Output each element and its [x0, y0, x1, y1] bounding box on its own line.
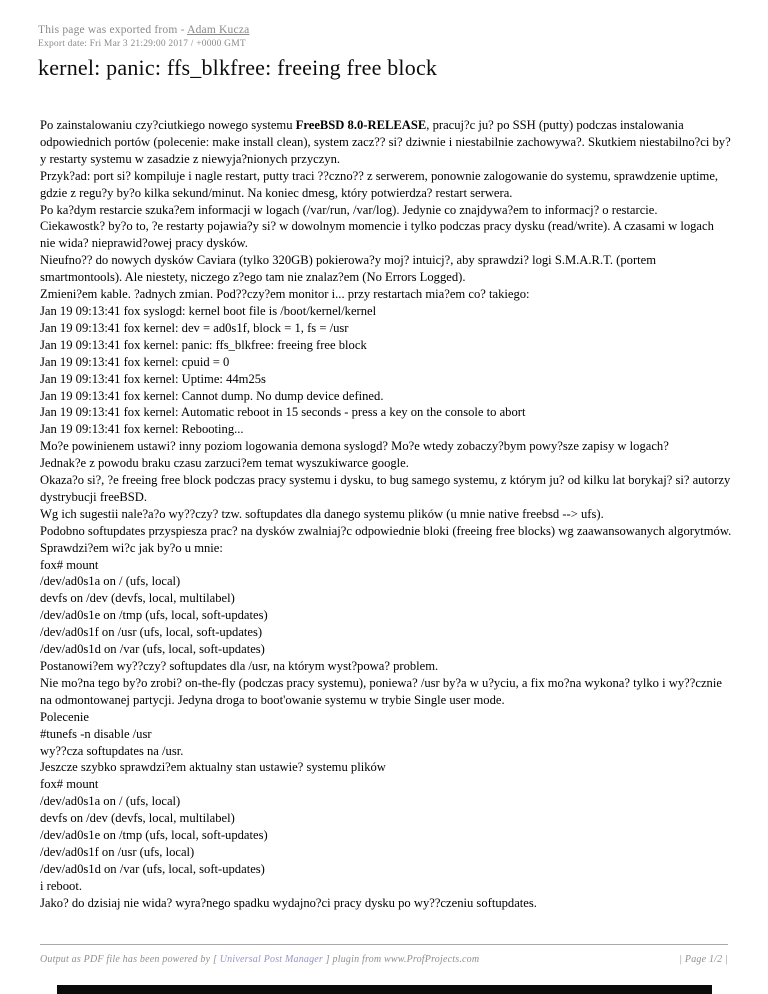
console-line: /dev/ad0s1f on /usr (ufs, local): [40, 844, 195, 859]
body-paragraph: Mo?e powinienem ustawi? inny poziom logowania demona syslogd? Mo?e wtedy zobaczy?bym powy?sze zapisy w logach?: [40, 439, 669, 454]
export-source-text: This page was exported from -: [38, 24, 188, 36]
footer-credit: [40, 954, 479, 965]
body-paragraph: Nie mo?na tego by?o zrobi? on-the-fly (podczas pracy systemu), poniewa? /usr by?a w u?yciu, a fix mo?na wykona? tylko i wy??cznie na odmontowanej partycji. Jedyna droga to boot'owanie systemu w trybie Single user mode.: [40, 675, 722, 707]
log-line: Jan 19 09:13:41 fox syslogd: kernel boot file is /boot/kernel/kernel: [40, 303, 377, 318]
page-number: | Page 1/2 |: [679, 954, 728, 965]
bottom-bar: [57, 985, 712, 994]
console-line: /dev/ad0s1d on /var (ufs, local, soft-updates): [40, 861, 265, 876]
body-paragraph: Zmieni?em kable. ?adnych zmian. Pod??czy?em monitor i... przy restartach mia?em co? takiego:: [40, 287, 530, 302]
body-paragraph: Nieufno?? do nowych dysków Caviara (tylko 320GB) pokierowa?y moj? intuicj?, aby sprawdzi? logi S.M.A.R.T. (portem smartmontools). Ale niestety, niczego z?ego tam nie znalaz?em (No Errors Logged).: [40, 253, 657, 285]
body-paragraph: Okaza?o si?, ?e freeing free block podczas pracy systemu i dysku, to bug samego systemu, z którym ju? od kilku lat borykaj? si? autorzy dystrybucji freeBSD.: [40, 473, 731, 504]
console-line: devfs on /dev (devfs, local, multilabel): [40, 591, 235, 606]
export-source-line: [38, 24, 249, 36]
body-paragraph: Jako? do dzisiaj nie wida? wyra?nego spadku wydajno?ci pracy dysku po wy??czeniu softupdates.: [40, 895, 537, 910]
console-line: fox# mount: [40, 777, 99, 792]
body-paragraph: [40, 117, 732, 168]
body-paragraph: i reboot.: [40, 878, 82, 893]
console-line: #tunefs -n disable /usr: [40, 726, 152, 741]
body-paragraph: Postanowi?em wy??czy? softupdates dla /usr, na którym wyst?powa? problem.: [40, 659, 439, 673]
body-paragraph: Jeszcze szybko sprawdzi?em aktualny stan ustawie? systemu plików: [40, 760, 386, 775]
export-source-link[interactable]: Adam Kucza: [187, 24, 250, 36]
log-line: Jan 19 09:13:41 fox kernel: Automatic reboot in 15 seconds - press a key on the console to abort: [40, 405, 526, 420]
log-line: Jan 19 09:13:41 fox kernel: Cannot dump. No dump device defined.: [40, 388, 384, 403]
console-line: /dev/ad0s1a on / (ufs, local): [40, 574, 181, 589]
console-line: /dev/ad0s1d on /var (ufs, local, soft-updates): [40, 642, 265, 657]
footer-credit-text: Output as PDF file has been powered by [: [40, 954, 220, 965]
body-paragraph: Ciekawostk? by?o to, ?e restarty pojawia?y si? w dowolnym momencie i tylko podczas pracy dysku (read/write). A czasami w logach nie wida? nieprawid?owej pracy dysków.: [40, 219, 714, 251]
body-paragraph: Sprawdzi?em wi?c jak by?o u mnie:: [40, 540, 223, 555]
footer-credit-text: ] plugin from www.ProfProjects.com: [323, 954, 480, 965]
log-line: Jan 19 09:13:41 fox kernel: cpuid = 0: [40, 354, 230, 369]
body-paragraph: Polecenie: [40, 709, 89, 724]
body-paragraph: wy??cza softupdates na /usr.: [40, 743, 184, 758]
console-line: devfs on /dev (devfs, local, multilabel): [40, 811, 235, 826]
page-title: kernel: panic: ffs_blkfree: freeing free block: [38, 55, 438, 80]
page-footer: [40, 944, 728, 965]
body-text: , pracuj?c ju? po SSH (putty) podczas instalowania odpowiednich portów (polecenie: make install clean), system zacz?? si? dziwnie i niestabilnie zachowywa?. Skutkiem niestabilno?ci by?y restarty systemu w zasadzie z niewyja?nionych przyczyn.: [40, 118, 731, 166]
body-paragraph: Przyk?ad: port si? kompiluje i nagle restart, putty traci ??czno?? z serwerem, ponownie zalogowanie do systemu, sprawdzenie uptime, gdzie z regu?y by?o kilka sekund/minut. Na koniec dmesg, który potwierdza? restart serwera.: [40, 168, 719, 200]
console-line: fox# mount: [40, 557, 99, 572]
body-paragraph: Jednak?e z powodu braku czasu zarzuci?em temat wyszukiwarce google.: [40, 456, 409, 471]
console-line: /dev/ad0s1e on /tmp (ufs, local, soft-updates): [40, 828, 268, 843]
body-text: Po zainstalowaniu czy?ciutkiego nowego systemu: [40, 118, 296, 132]
console-line: /dev/ad0s1f on /usr (ufs, local, soft-updates): [40, 625, 263, 640]
body-paragraph: Podobno softupdates przyspiesza prac? na dysków zwalniaj?c odpowiednie bloki (freeing free blocks) wg zaawansowanych algorytmów.: [40, 523, 732, 538]
export-date: Export date: Fri Mar 3 21:29:00 2017 / +0000 GMT: [38, 39, 246, 49]
article-body: [40, 117, 732, 912]
log-line: Jan 19 09:13:41 fox kernel: Rebooting...: [40, 422, 244, 437]
body-paragraph: Po ka?dym restarcie szuka?em informacji w logach (/var/run, /var/log). Jedynie co znajdywa?em to informacj? o restarcie.: [40, 202, 658, 217]
console-line: /dev/ad0s1e on /tmp (ufs, local, soft-updates): [40, 608, 268, 623]
log-line: Jan 19 09:13:41 fox kernel: Uptime: 44m25s: [40, 371, 266, 386]
footer-plugin-link[interactable]: Universal Post Manager: [219, 954, 324, 965]
body-bold-text: FreeBSD 8.0-RELEASE: [295, 118, 427, 132]
console-line: /dev/ad0s1a on / (ufs, local): [40, 794, 181, 809]
log-line: Jan 19 09:13:41 fox kernel: panic: ffs_blkfree: freeing free block: [40, 337, 367, 352]
export-header: [38, 24, 249, 49]
log-line: Jan 19 09:13:41 fox kernel: dev = ad0s1f, block = 1, fs = /usr: [40, 320, 349, 335]
body-paragraph: Wg ich sugestii nale?a?o wy??czy? tzw. softupdates dla danego systemu plików (u mnie native freebsd --> ufs).: [40, 506, 604, 521]
